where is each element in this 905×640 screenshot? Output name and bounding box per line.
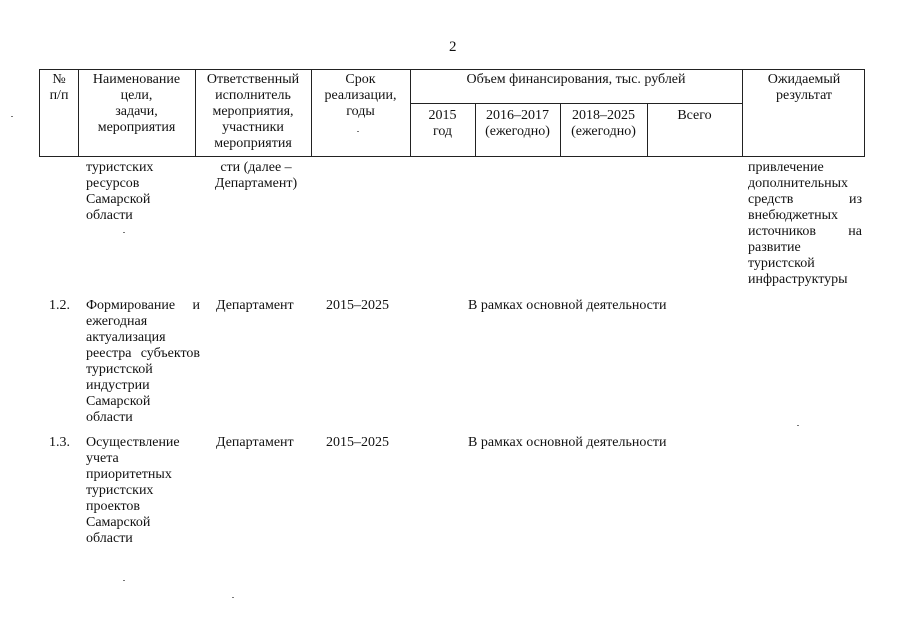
row-1-3-num: 1.3.: [49, 435, 70, 450]
table-header: [39, 69, 865, 157]
header-name: Наименование цели, задачи, мероприятия: [92, 72, 181, 135]
continuation-name: туристских ресурсов Самарской области: [86, 160, 154, 223]
continuation-executor: сти (далее – Департамент): [214, 160, 298, 191]
scan-speck: [123, 580, 125, 581]
header-term: Срок реализации, годы: [324, 72, 397, 119]
row-1-3-name: Осуществление учета приоритетных туристских проектов Самарской области: [86, 435, 180, 546]
header-total: Всего: [677, 108, 712, 123]
header-2016-2017: 2016–2017 (ежегодно): [485, 108, 550, 139]
continuation-result: привлечение дополнительных средств из внебюджетных источников на развитие туристской инфраструктуры: [748, 160, 862, 287]
row-1-3-funding: В рамках основной деятельности: [468, 435, 667, 450]
header-num: № п/п: [49, 72, 69, 103]
scan-speck: [232, 597, 234, 598]
row-1-2-num: 1.2.: [49, 298, 70, 313]
row-1-2-term: 2015–2025: [326, 298, 389, 313]
scan-speck: [11, 116, 13, 117]
header-funding: Объем финансирования, тыс. рублей: [466, 72, 686, 87]
row-1-3-term: 2015–2025: [326, 435, 389, 450]
header-executor: Ответственный исполнитель мероприятия, участники мероприятия: [206, 72, 300, 151]
header-result: Ожидаемый результат: [767, 72, 841, 103]
scan-speck: [357, 131, 359, 132]
row-1-2-name: Формирование и ежегодная актуализация реестра субъектов туристской индустрии Самарской области: [86, 298, 200, 425]
row-1-2-funding: В рамках основной деятельности: [468, 298, 667, 313]
header-2018-2025: 2018–2025 (ежегодно): [571, 108, 636, 139]
row-1-2-executor: Департамент: [216, 298, 294, 313]
scan-speck: [123, 232, 125, 233]
scan-speck: [797, 425, 799, 426]
header-2015: 2015 год: [428, 108, 457, 139]
row-1-3-executor: Департамент: [216, 435, 294, 450]
page-number: 2: [449, 39, 457, 55]
